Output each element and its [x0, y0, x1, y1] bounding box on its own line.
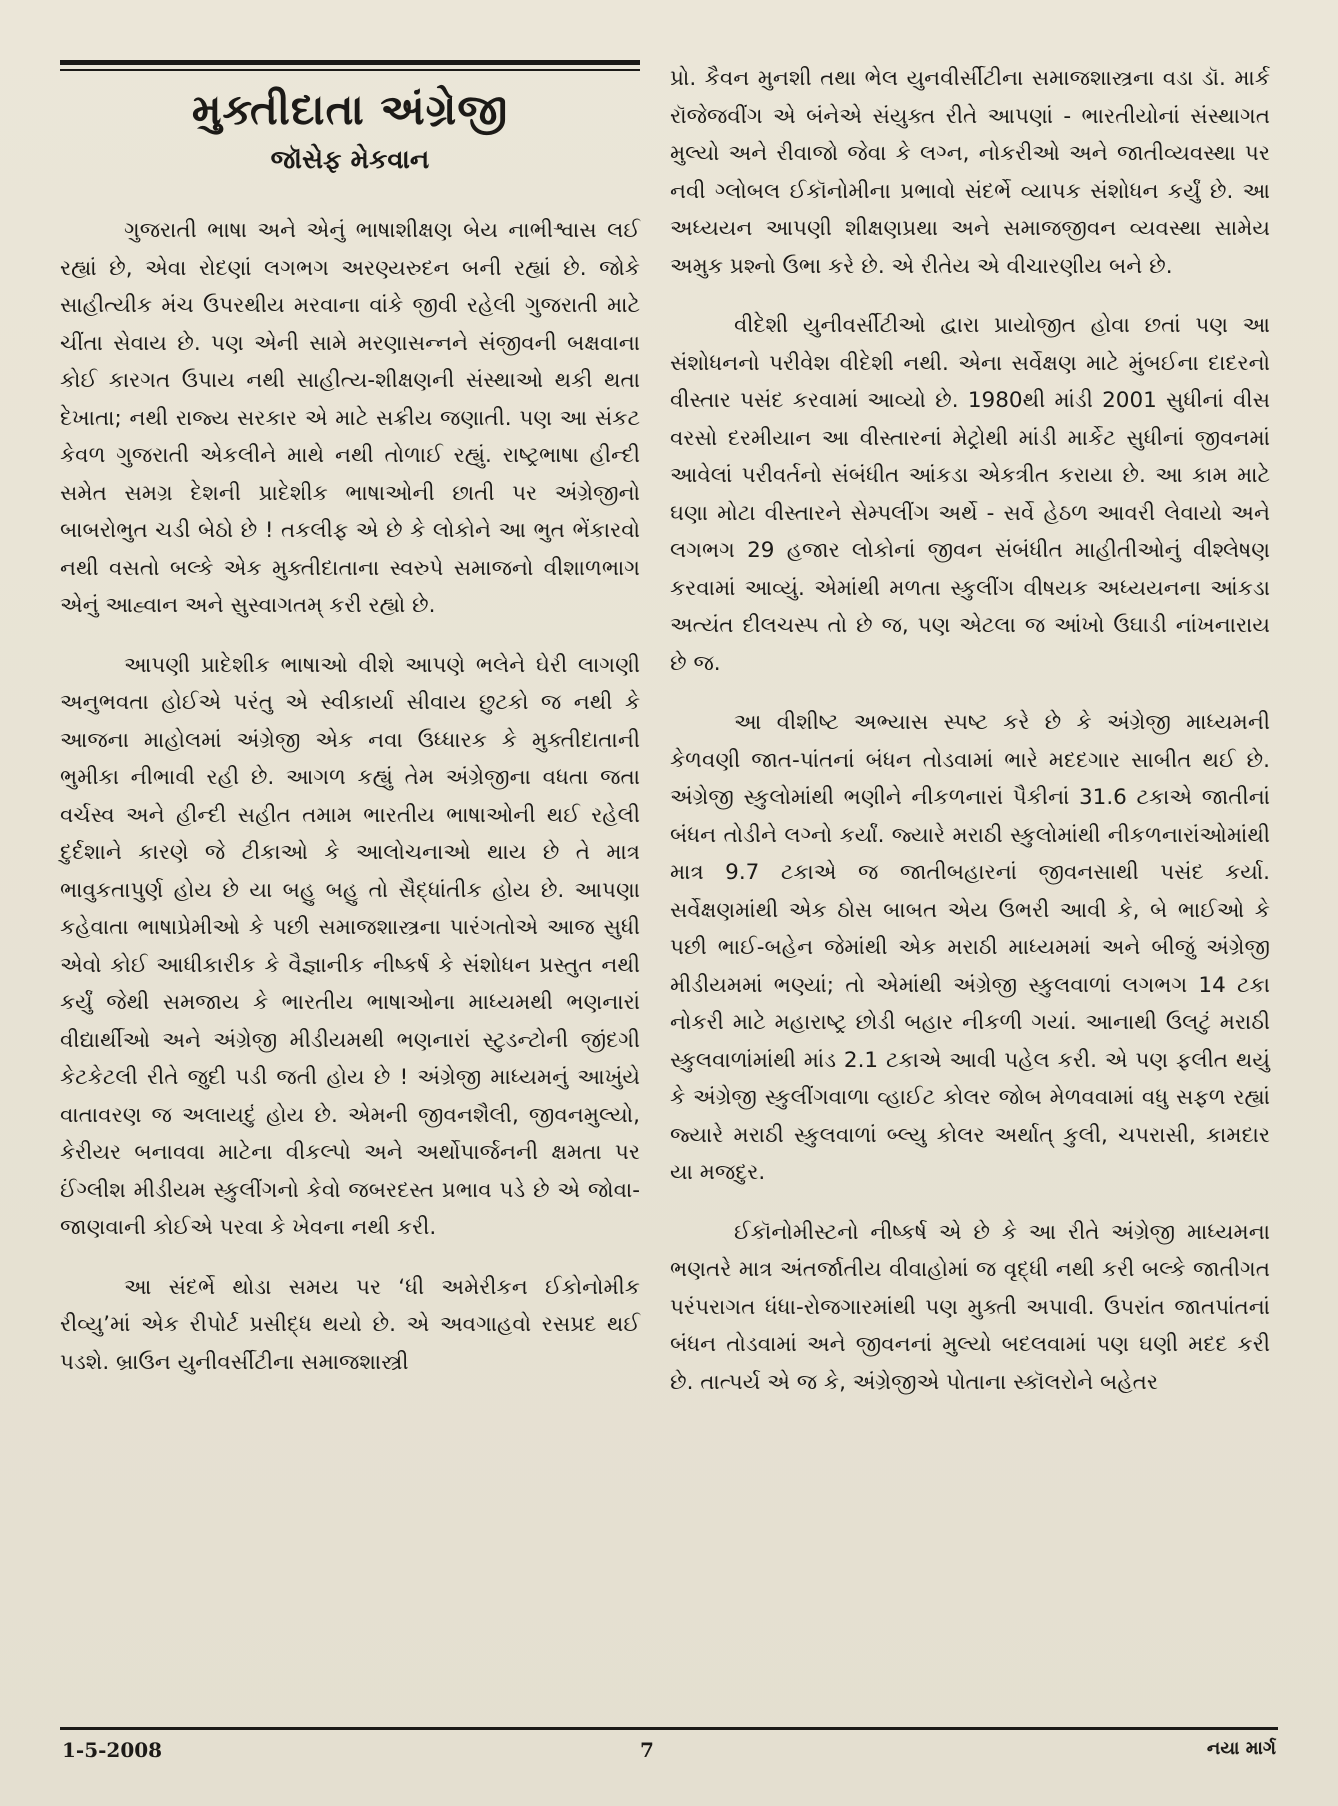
- right-column: [670, 60, 1270, 1423]
- article-author: જૉસેફ મેકવાન: [270, 145, 430, 175]
- paragraph: ગુજરાતી ભાષા અને એનું ભાષાશીક્ષણ બેય નાભીશ્વાસ લઈ રહ્યાં છે, એવા રોદણાં લગભગ અરણ્યરુદન બની રહ્યાં છે. જોકે સાહીત્યીક મંચ ઉપરથીય મરવાના વાંકે જીવી રહેલી ગુજરાતી માટે ચીંતા સેવાય છે. પણ એની સામે મરણાસન્નને સંજીવની બક્ષવાના કોઈ કારગત ઉપાય નથી સાહીત્ય-શીક્ષણની સંસ્થાઓ થકી થતા દેખાતા; નથી રાજ્ય સરકાર એ માટે સક્રીય જણાતી. પણ આ સંકટ કેવળ ગુજરાતી એકલીને માથે નથી તોળાઈ રહ્યું. રાષ્ટ્રભાષા હીન્દી સમેત સમગ્ર દેશની પ્રાદેશીક ભાષાઓની છાતી પર અંગ્રેજીનો બાબરોભુત ચડી બેઠો છે ! તકલીફ એ છે કે લોકોને આ ભુત ભેંકારવો નથી વસતો બલ્કે એક મુક્તીદાતાના સ્વરુપે સમાજનો વીશાળભાગ એનું આહ્વાન અને સુસ્વાગતમ્ કરી રહ્યો છે.: [60, 218, 640, 618]
- publication-name: નયા માર્ગ: [1206, 1738, 1276, 1759]
- paragraph: આપણી પ્રાદેશીક ભાષાઓ વીશે આપણે ભલેને ઘેરી લાગણી અનુભવતા હોઈએ પરંતુ એ સ્વીકાર્યા સીવાય છુટકો જ નથી કે આજના માહોલમાં અંગ્રેજી એક નવા ઉધ્ધારક કે મુક્તીદાતાની ભુમીકા નીભાવી રહી છે. આગળ કહ્યું તેમ અંગ્રેજીના વધતા જતા વર્ચસ્વ અને હીન્દી સહીત તમામ ભારતીય ભાષાઓની થઈ રહેલી દુર્દશાને કારણે જે ટીકાઓ કે આલોચનાઓ થાય છે તે માત્ર ભાવુકતાપુર્ણ હોય છે યા બહુ બહુ તો સૈદ્ધાંતીક હોય છે. આપણા કહેવાતા ભાષાપ્રેમીઓ કે પછી સમાજશાસ્ત્રના પારંગતોએ આજ સુધી એવો કોઈ આધીકારીક કે વૈજ્ઞાનીક નીષ્કર્ષ કે સંશોધન પ્રસ્તુત નથી કર્યું જેથી સમજાય કે ભારતીય ભાષાઓના માધ્યમથી ભણનારાં વીદ્યાર્થીઓ અને અંગ્રેજી મીડીયમથી ભણનારાં સ્ટુડન્ટોની જીંદગી કેટકેટલી રીતે જુદી પડી જતી હોય છે ! અંગ્રેજી માધ્યમનું આખુંયે વાતાવરણ જ અલાયદું હોય છે. એમની જીવનશૈલી, જીવનમુલ્યો, કેરીયર બનાવવા માટેના વીકલ્પો અને અર્થોપાર્જનની ક્ષમતા પર ઈંગ્લીશ મીડીયમ સ્કુલીંગનો કેવો જબરદસ્ત પ્રભાવ પડે છે એ જોવા-જાણવાની કોઈએ પરવા કે ખેવના નથી કરી.: [60, 652, 640, 1240]
- paragraph: આ વીશીષ્ટ અભ્યાસ સ્પષ્ટ કરે છે કે અંગ્રેજી માધ્યમની કેળવણી જાત-પાંતનાં બંધન તોડવામાં ભારે મદદગાર સાબીત થઈ છે. અંગ્રેજી સ્કુલોમાંથી ભણીને નીકળનારાં પૈકીનાં 31.6 ટકાએ જાતીનાં બંધન તોડીને લગ્નો કર્યાં. જ્યારે મરાઠી સ્કુલોમાંથી નીકળનારાંઓમાંથી માત્ર 9.7 ટકાએ જ જાતીબહારનાં જીવનસાથી પસંદ કર્યા. સર્વેક્ષણમાંથી એક ઠોસ બાબત એય ઉભરી આવી કે, બે ભાઈઓ કે પછી ભાઈ-બહેન જેમાંથી એક મરાઠી માધ્યમમાં અને બીજું અંગ્રેજી મીડીયમમાં ભણ્યાં; તો એમાંથી અંગ્રેજી સ્કુલવાળાં લગભગ 14 ટકા નોકરી માટે મહારાષ્ટ્ર છોડી બહાર નીકળી ગયાં. આનાથી ઉલટું મરાઠી સ્કુલવાળાંમાંથી માંડ 2.1 ટકાએ આવી પહેલ કરી. એ પણ ફલીત થયું કે અંગ્રેજી સ્કુલીંગવાળા વ્હાઈટ કોલર જોબ મેળવવામાં વધુ સફળ રહ્યાં જ્યારે મરાઠી સ્કુલવાળાં બ્લ્યુ કોલર અર્થાત્ કુલી, ચપરાસી, કામદાર યા મજદુર.: [670, 710, 1270, 1185]
- page-number: 7: [640, 1738, 654, 1762]
- paragraph: વીદેશી યુનીવર્સીટીઓ દ્વારા પ્રાયોજીત હોવા છતાં પણ આ સંશોધનનો પરીવેશ વીદેશી નથી. એના સર્વેક્ષણ માટે મુંબઈના દાદરનો વીસ્તાર પસંદ કરવામાં આવ્યો છે. 1980થી માંડી 2001 સુધીનાં વીસ વરસો દરમીયાન આ વીસ્તારનાં મેટ્રોથી માંડી માર્કેટ સુધીનાં જીવનમાં આવેલાં પરીવર્તનો સંબંધીત આંકડા એકત્રીત કરાયા છે. આ કામ માટે ઘણા મોટા વીસ્તારને સેમ્પલીંગ અર્થે - સર્વે હેઠળ આવરી લેવાયો અને લગભગ 29 હજાર લોકોનાં જીવન સંબંધીત માહીતીઓનું વીશ્લેષણ કરવામાં આવ્યું. એમાંથી મળતા સ્કુલીંગ વીષયક અધ્યયનના આંકડા અત્યંત દીલચસ્પ તો છે જ, પણ એટલા જ આંખો ઉઘાડી નાંખનારાય છે જ.: [670, 313, 1270, 676]
- article-title: મુક્તીદાતા અંગ્રેજી: [191, 85, 509, 134]
- title-rule-top-thin: [60, 69, 640, 71]
- title-rule-top: [60, 60, 640, 65]
- paragraph: આ સંદર્ભે થોડા સમય પર ‘ધી અમેરીકન ઈકોનોમીક રીવ્યુ’માં એક રીપોર્ટ પ્રસીદ્ધ થયો છે. એ અવગાહવો રસપ્રદ થઈ પડશે. બ્રાઉન યુનીવર્સીટીના સમાજશાસ્ત્રી: [60, 1274, 640, 1375]
- paragraph: પ્રો. કૈવન મુનશી તથા ભેલ યુનવીર્સીટીના સમાજશાસ્ત્રના વડા ડૉ. માર્ક રૉજેજવીંગ એ બંનેએ સંયુક્ત રીતે આપણાં - ભારતીયોનાં સંસ્થાગત મુલ્યો અને રીવાજો જેવા કે લગ્ન, નોકરીઓ અને જાતીવ્યવસ્થા પર નવી ગ્લોબલ ઈકૉનોમીના પ્રભાવો સંદર્ભે વ્યાપક સંશોધન કર્યું છે. આ અધ્યયન આપણી શીક્ષણપ્રથા અને સમાજજીવન વ્યવસ્થા સામેય અમુક પ્રશ્નો ઉભા કરે છે. એ રીતેય એ વીચારણીય બને છે.: [670, 66, 1270, 279]
- left-column: [60, 60, 640, 1403]
- paragraph: ઈકૉનોમીસ્ટનો નીષ્કર્ષ એ છે કે આ રીતે અંગ્રેજી માધ્યમના ભણતરે માત્ર અંતર્જાતીય વીવાહોમાં જ વૃદ્ધી નથી કરી બલ્કે જાતીગત પરંપરાગત ધંધા-રોજગારમાંથી પણ મુક્તી અપાવી. ઉપરાંત જાતપાંતનાં બંધન તોડવામાં અને જીવનનાં મુલ્યો બદલવામાં પણ ઘણી મદદ કરી છે. તાત્પર્ય એ જ કે, અંગ્રેજીએ પોતાના સ્કૉલરોને બહેતર: [670, 1219, 1270, 1395]
- footer-rule: [60, 1727, 1278, 1730]
- footer-date: 1-5-2008: [62, 1738, 163, 1762]
